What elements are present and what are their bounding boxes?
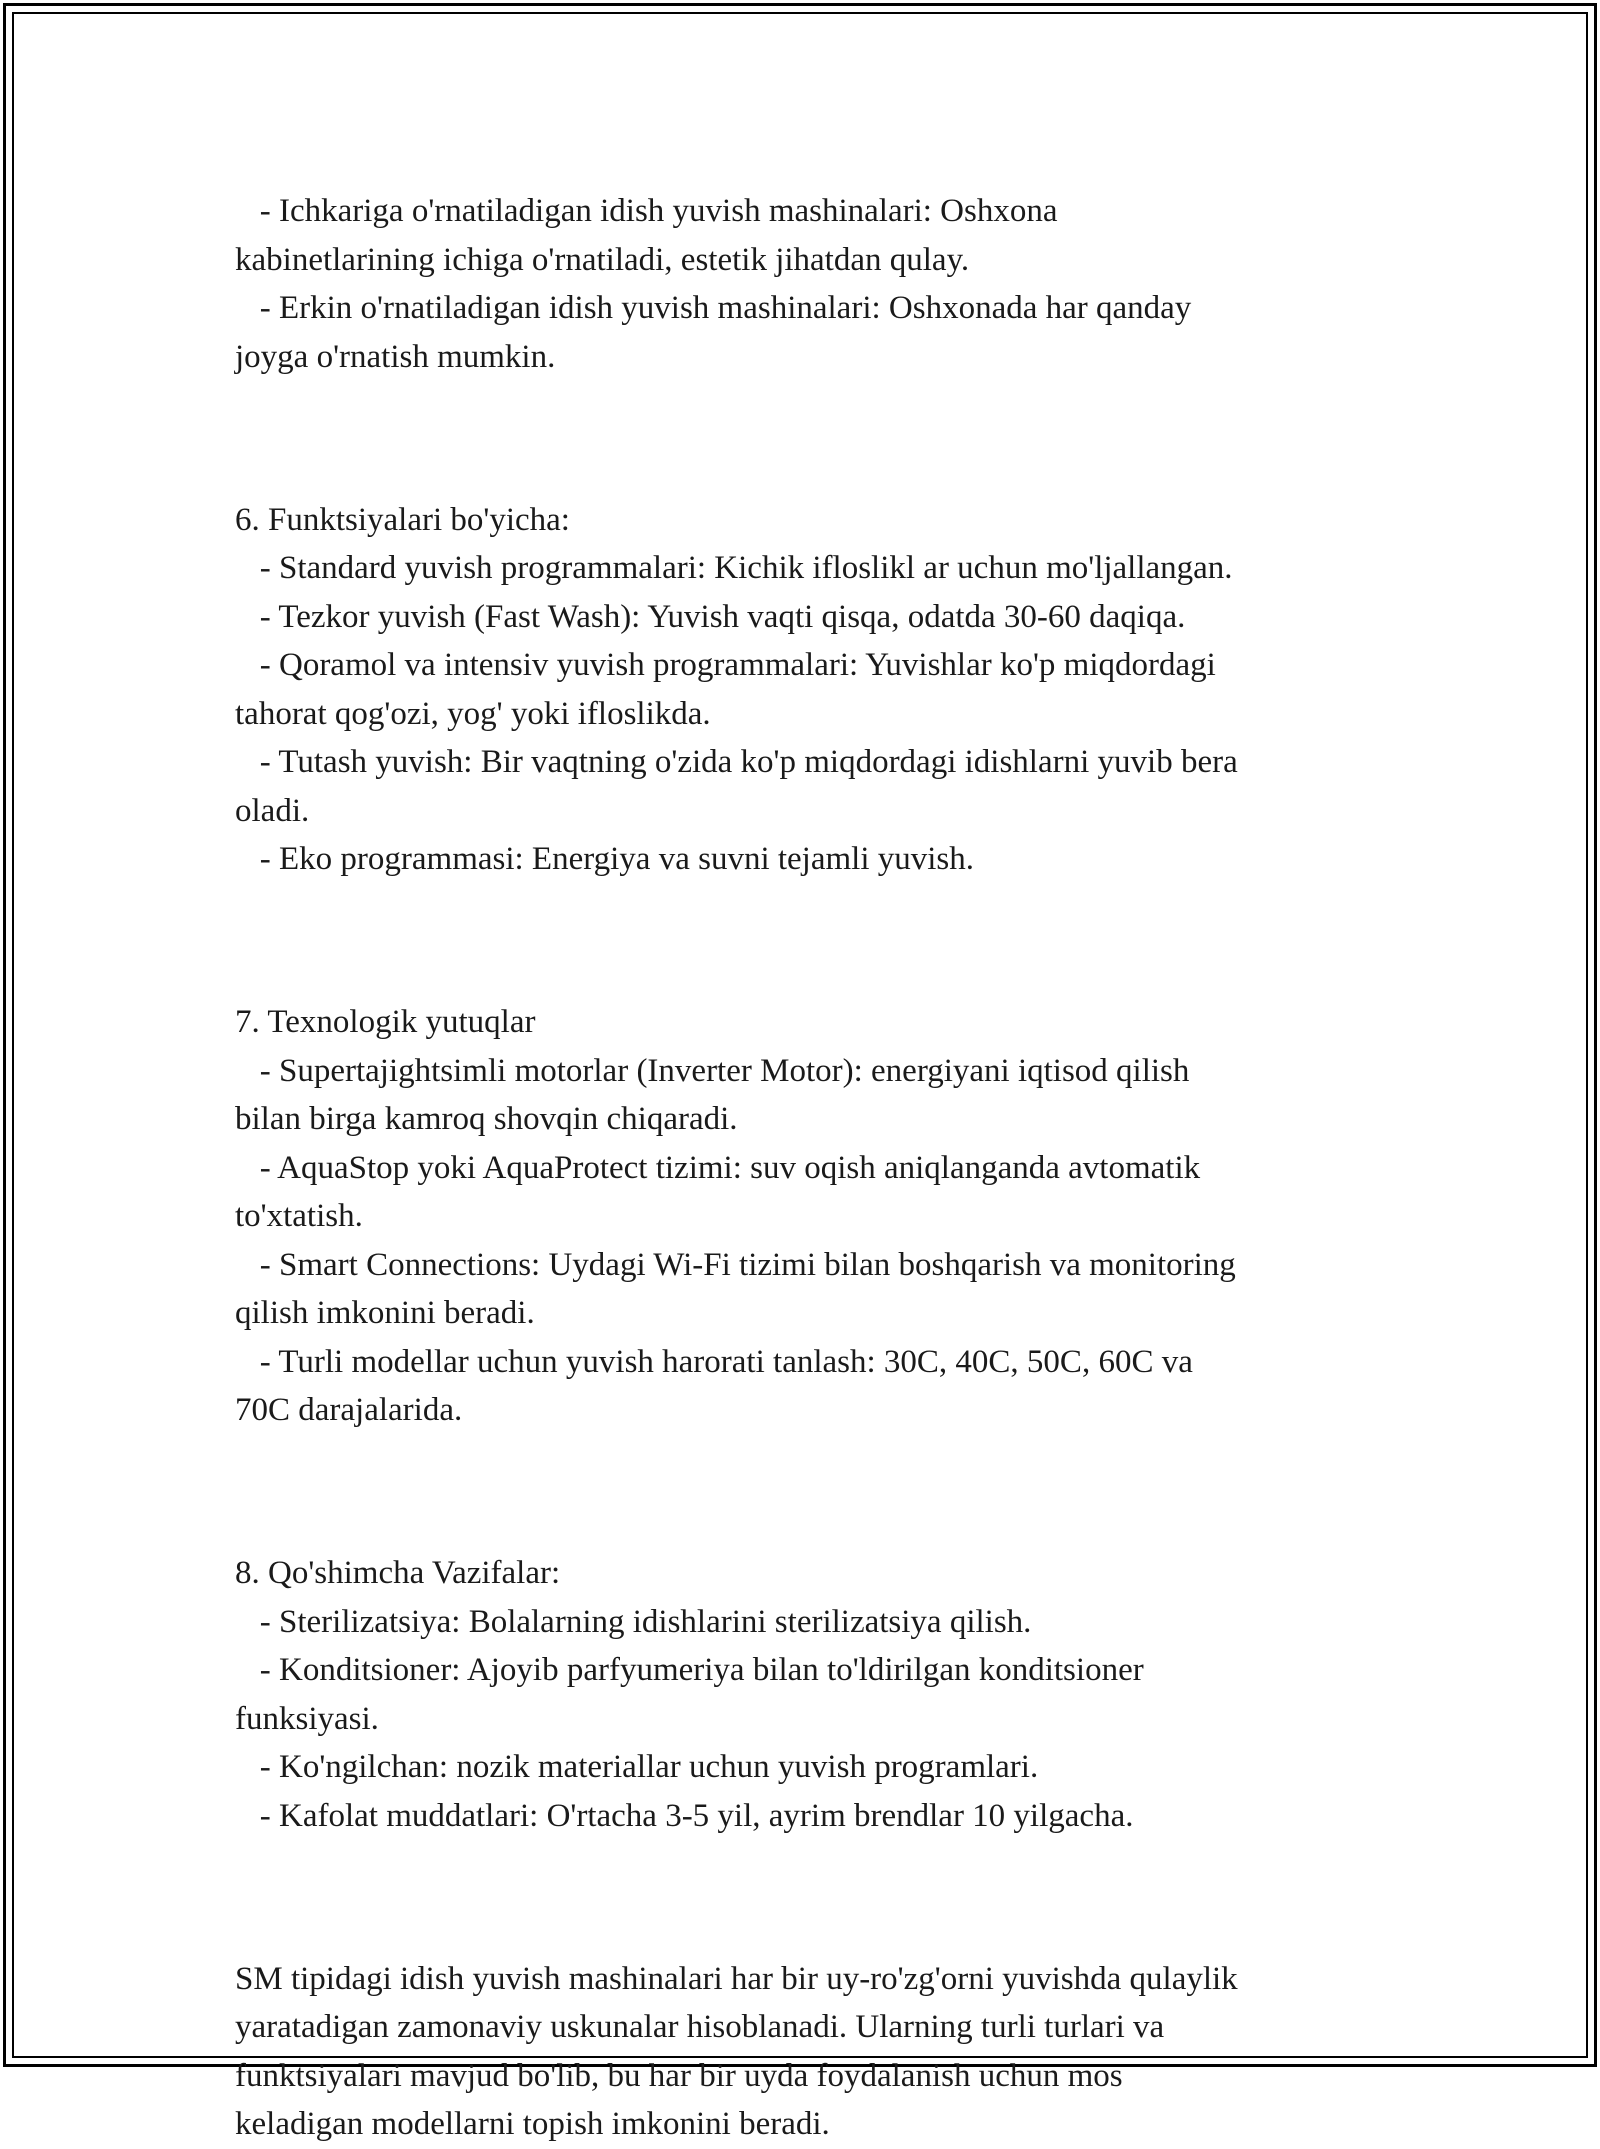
text-line: - Standard yuvish programmalari: Kichik ifloslikl ar uchun mo'ljallangan. bbox=[235, 550, 1233, 586]
blank-line bbox=[235, 414, 1375, 463]
text-line: - Erkin o'rnatiladigan idish yuvish mashinalari: Oshxonada har qanday bbox=[235, 290, 1192, 326]
text-line: joyga o'rnatish mumkin. bbox=[235, 338, 556, 375]
text-line: yaratadigan zamonaviy uskunalar hisoblanadi. Ularning turli turlari va bbox=[235, 2009, 1165, 2045]
text-line: oladi. bbox=[235, 792, 310, 829]
text-line: bilan birga kamroq shovqin chiqaradi. bbox=[235, 1101, 738, 1137]
text-line: 70C darajalarida. bbox=[235, 1392, 463, 1428]
text-line: 7. Texnologik yutuqlar bbox=[235, 1004, 536, 1040]
text-line: - Tutash yuvish: Bir vaqtning o'zida ko'p miqdordagi idishlarni yuvib bera bbox=[235, 744, 1238, 780]
text-line: - Ichkariga o'rnatiladigan idish yuvish mashinalari: Oshxona bbox=[235, 193, 1058, 229]
text-line: - Eko programmasi: Energiya va suvni tejamli yuvish. bbox=[235, 841, 975, 877]
text-line: - Kafolat muddatlari: O'rtacha 3-5 yil, ayrim brendlar 10 yilgacha. bbox=[235, 1797, 1134, 1834]
text-line: - AquaStop yoki AquaProtect tizimi: suv oqish aniqlanganda avtomatik bbox=[235, 1149, 1201, 1186]
document-body bbox=[235, 187, 1375, 2149]
text-line: SM tipidagi idish yuvish mashinalari har bir uy-ro'zg'orni yuvishda qulaylik bbox=[235, 1960, 1238, 1997]
text-line: to'xtatish. bbox=[235, 1198, 363, 1234]
text-line: kabinetlarining ichiga o'rnatiladi, estetik jihatdan qulay. bbox=[235, 241, 970, 278]
text-line: - Smart Connections: Uydagi Wi-Fi tizimi bilan boshqarish va monitoring bbox=[235, 1246, 1236, 1283]
text-line: funksiyasi. bbox=[235, 1700, 379, 1737]
text-line: keladigan modellarni topish imkonini beradi. bbox=[235, 2106, 830, 2142]
blank-line bbox=[235, 1468, 1375, 1517]
text-line: - Supertajightsimli motorlar (Inverter Motor): energiyani iqtisod qilish bbox=[235, 1052, 1190, 1089]
text-line: - Qoramol va intensiv yuvish programmalari: Yuvishlar ko'p miqdordagi bbox=[235, 647, 1216, 683]
blank-line bbox=[235, 917, 1375, 966]
blank-line bbox=[235, 1873, 1375, 1922]
text-line: tahorat qog'ozi, yog' yoki ifloslikda. bbox=[235, 695, 711, 732]
text-line: - Tezkor yuvish (Fast Wash): Yuvish vaqti qisqa, odatda 30-60 daqiqa. bbox=[235, 598, 1186, 635]
text-line: 6. Funktsiyalari bo'yicha: bbox=[235, 501, 570, 538]
text-line: qilish imkonini beradi. bbox=[235, 1295, 535, 1331]
text-line: - Turli modellar uchun yuvish harorati tanlash: 30C, 40C, 50C, 60C va bbox=[235, 1343, 1193, 1380]
text-line: 8. Qo'shimcha Vazifalar: bbox=[235, 1555, 561, 1591]
text-line: - Sterilizatsiya: Bolalarning idishlarini sterilizatsiya qilish. bbox=[235, 1603, 1032, 1640]
text-line: - Ko'ngilchan: nozik materiallar uchun yuvish programlari. bbox=[235, 1749, 1039, 1785]
text-line: - Konditsioner: Ajoyib parfyumeriya bilan to'ldirilgan konditsioner bbox=[235, 1652, 1144, 1688]
text-line: funktsiyalari mavjud bo'lib, bu har bir uyda foydalanish uchun mos bbox=[235, 2057, 1123, 2094]
